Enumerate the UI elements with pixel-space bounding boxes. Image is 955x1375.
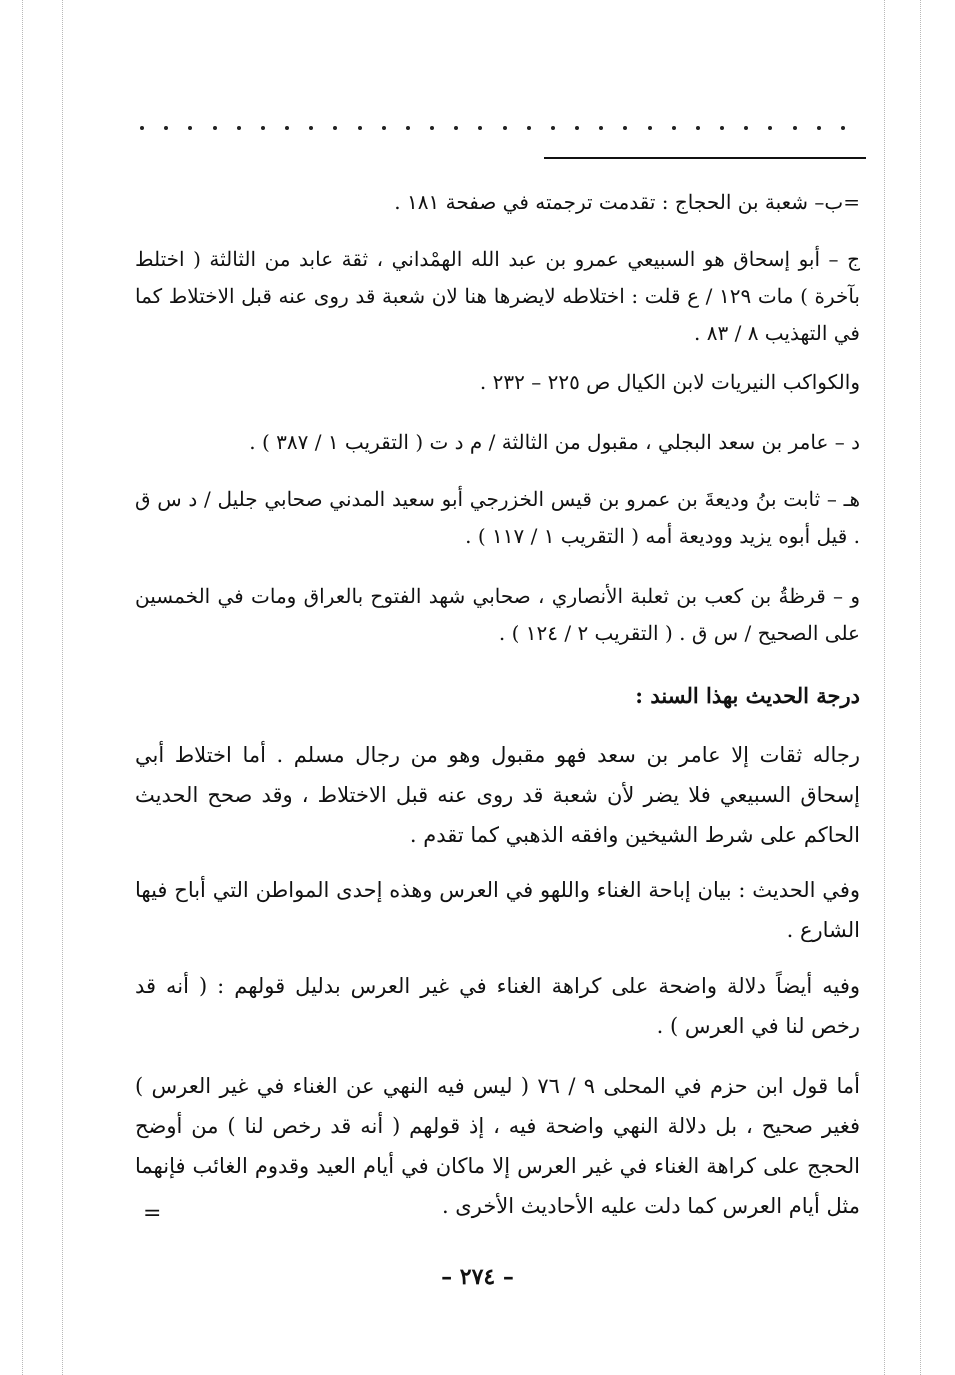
scan-guide-line	[62, 0, 63, 1375]
scan-guide-line	[884, 0, 885, 1375]
scan-guide-line	[22, 0, 23, 1375]
paragraph-permission: وفي الحديث : بيان إباحة الغناء واللهو في العرس وهذه إحدى المواطن التي أباح فيها الشارع .	[135, 878, 860, 942]
paragraph-narrators: رجاله ثقات إلا عامر بن سعد فهو مقبول وهو من رجال مسلم . أما اختلاط أبي إسحاق السبيعي فلا يضر لأن شعبة قد روى عنه قبل الاختلاط ، وقد صحح الحديث الحاكم على شرط الشيخين وافقه الذهبي كما تقدم .	[135, 743, 860, 847]
footnote-j: ج – أبو إسحاق هو السبيعي عمرو بن عبد الله الهمْداني ، ثقة عابد من الثالثة ( اختلط بآخرة ) مات ١٢٩ / ع قلت : اختلاطه لايضرها هنا لان شعبة قد روى عنه قبل الاختلاط كما في التهذيب ٨ / ٨٣ .	[135, 247, 861, 345]
dotted-separator	[140, 122, 845, 134]
footnote-h: هـ – ثابت بنُ وديعةَ بن عمرو بن قيس الخزرجي أبو سعيد المدني صحابي جليل / د س ق . قيل أبوه يزيد ووديعة أمه ( التقريب ١ / ١١٧ ) .	[135, 487, 860, 548]
page-number: – ٢٧٤ –	[441, 1264, 514, 1290]
paragraph-evidence: وفيه أيضاً دلالة واضحة على كراهة الغناء في غير العرس بدليل قولهم : ( أنه قد رخص لنا في العرس ) .	[135, 974, 860, 1038]
scan-guide-line	[920, 0, 921, 1375]
continuation-marker: =	[143, 1201, 162, 1226]
footnote-d: د – عامر بن سعد البجلي ، مقبول من الثالثة / م د ت ( التقريب ١ / ٣٨٧ ) .	[249, 430, 860, 454]
footnote-w: و – قرظةُ بن كعب بن ثعلبة الأنصاري ، صحابي شهد الفتوح بالعراق ومات في الخمسين على الصحيح / س ق . ( التقريب ٢ / ١٢٤ ) .	[135, 584, 860, 645]
footnote-j-continuation: والكواكب النيريات لابن الكيال ص ٢٢٥ – ٢٣٢ .	[479, 370, 860, 394]
footnote-rule	[544, 157, 866, 159]
paragraph-ibn-hazm: أما قول ابن حزم في المحلى ٩ / ٧٦ ( ليس فيه النهي عن الغناء في غير العرس ) فغير صحيح ، بل دلالة النهي واضحة فيه ، إذ قولهم ( أنه قد رخص لنا ) من أوضح الحجج على كراهة الغناء في غير العرس إلا ماكان في أيام العيد وقدوم الغائب فإنهما مثل أيام العرس كما دلت عليه الأحاديث الأخرى .	[135, 1074, 860, 1218]
footnote-b: =ب– شعبة بن الحجاج : تقدمت ترجمته في صفحة ١٨١ .	[394, 190, 860, 214]
section-heading: درجة الحديث بهذا السند :	[635, 683, 860, 708]
